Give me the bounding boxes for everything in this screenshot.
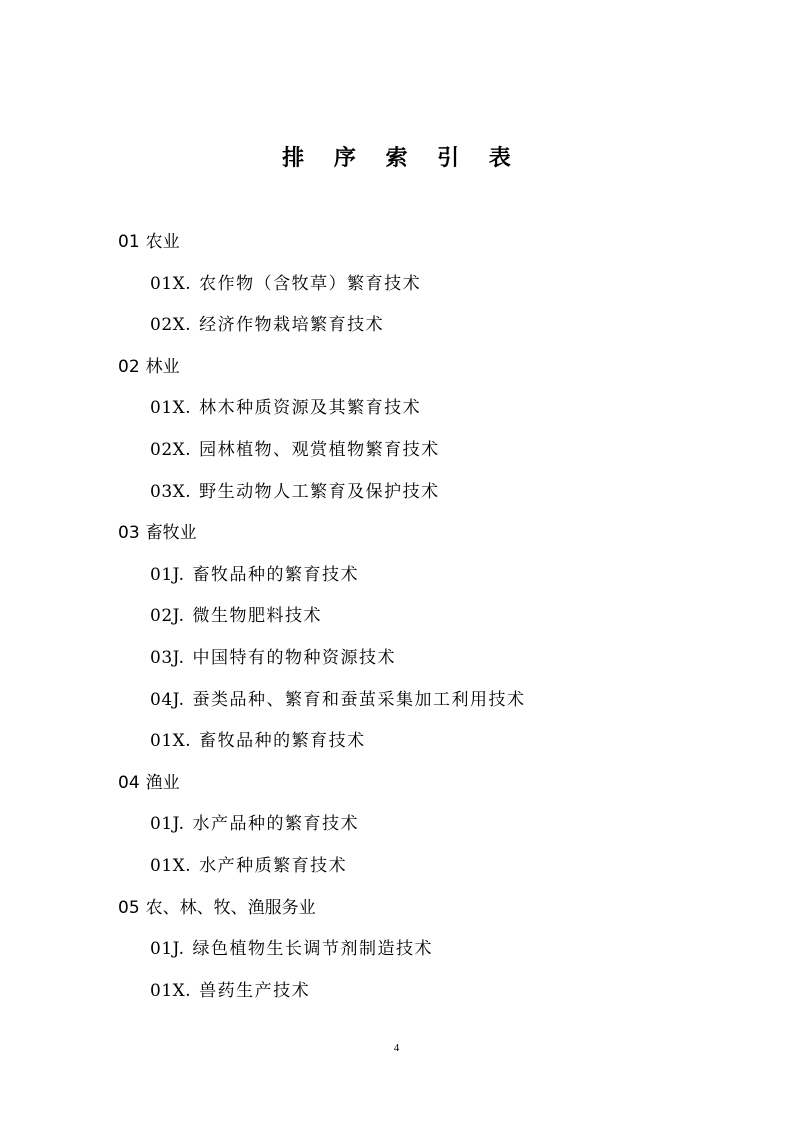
category-forestry	[118, 352, 738, 518]
item-code: 01J.	[150, 564, 185, 585]
list-item	[118, 435, 738, 477]
list-item	[118, 726, 738, 768]
index-list	[118, 227, 738, 1017]
category-heading	[118, 227, 738, 269]
list-item	[118, 643, 738, 685]
category-heading	[118, 518, 738, 560]
item-code: 03X.	[150, 481, 192, 502]
item-code: 01X.	[150, 980, 192, 1001]
item-code: 02J.	[150, 606, 185, 627]
item-text: 林木种质资源及其繁育技术	[199, 398, 422, 419]
list-item	[118, 393, 738, 435]
item-text: 微生物肥料技术	[192, 606, 323, 627]
item-code: 01J.	[150, 939, 185, 960]
item-code: 03J.	[150, 647, 185, 668]
item-text: 水产品种的繁育技术	[192, 814, 360, 835]
category-name: 畜牧业	[145, 523, 197, 544]
page-title: 排 序 索 引 表	[282, 146, 522, 171]
item-text: 绿色植物生长调节剂制造技术	[192, 939, 434, 960]
item-text: 蚕类品种、繁育和蚕茧采集加工利用技术	[192, 689, 526, 710]
category-name: 农业	[145, 232, 180, 252]
page-number: 4	[393, 1042, 400, 1054]
item-code: 01J.	[150, 814, 185, 835]
category-name: 渔业	[145, 772, 180, 793]
item-text: 野生动物人工繁育及保护技术	[199, 481, 440, 502]
list-item	[118, 269, 738, 311]
item-text: 农作物（含牧草）繁育技术	[199, 273, 422, 294]
item-code: 02X.	[150, 439, 192, 460]
category-agriculture	[118, 227, 738, 352]
item-code: 01X.	[150, 731, 192, 752]
category-code: 02	[118, 356, 140, 377]
category-name: 农、林、牧、渔服务业	[145, 897, 316, 918]
item-code: 02X.	[150, 315, 192, 336]
list-item	[118, 809, 738, 851]
list-item	[118, 601, 738, 643]
category-code: 04	[118, 772, 140, 793]
item-text: 中国特有的物种资源技术	[192, 647, 397, 668]
category-fishery	[118, 768, 738, 893]
item-text: 畜牧品种的繁育技术	[199, 731, 366, 752]
category-heading	[118, 768, 738, 810]
list-item	[118, 934, 738, 976]
item-code: 01X.	[150, 398, 192, 419]
list-item	[118, 685, 738, 727]
item-code: 01X.	[150, 855, 192, 876]
item-code: 01X.	[150, 273, 192, 294]
list-item	[118, 310, 738, 352]
category-name: 林业	[145, 356, 180, 377]
item-text: 经济作物栽培繁育技术	[199, 315, 385, 336]
item-text: 园林植物、观赏植物繁育技术	[199, 439, 440, 460]
item-text: 畜牧品种的繁育技术	[192, 564, 360, 585]
list-item	[118, 560, 738, 602]
list-item	[118, 851, 738, 893]
category-agri-services	[118, 893, 738, 1018]
list-item	[118, 976, 738, 1018]
item-code: 04J.	[150, 689, 185, 710]
list-item	[118, 477, 738, 519]
category-animal-husbandry	[118, 518, 738, 768]
category-code: 01	[118, 232, 140, 252]
item-text: 兽药生产技术	[199, 980, 311, 1001]
category-heading	[118, 893, 738, 935]
item-text: 水产种质繁育技术	[199, 855, 348, 876]
category-code: 05	[118, 897, 140, 918]
category-code: 03	[118, 523, 140, 544]
category-heading	[118, 352, 738, 394]
